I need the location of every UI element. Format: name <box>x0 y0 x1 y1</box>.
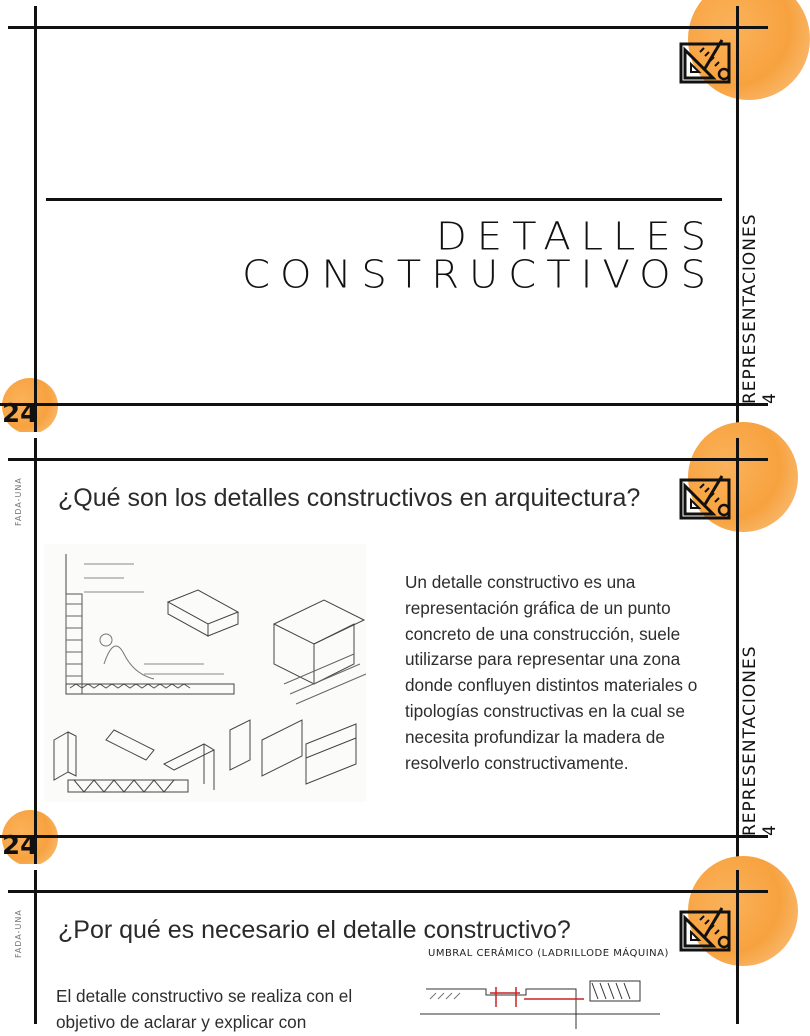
frame-top-line <box>8 458 768 461</box>
frame-right-line <box>736 6 739 432</box>
slide-title-line2: CONSTRUCTIVOS <box>242 253 716 297</box>
side-label: FADA-UNA <box>14 477 23 526</box>
side-brand: REPRESENTACIONES 4 <box>740 213 780 404</box>
drafting-tools-icon <box>678 34 734 90</box>
corner-number: 24 <box>2 399 39 429</box>
frame-left-line <box>34 438 37 864</box>
slide-title-line1: DETALLES <box>436 215 716 259</box>
frame-left-line <box>34 870 37 1024</box>
slide-what-are <box>0 432 780 864</box>
construction-sketch-image <box>44 544 366 802</box>
drafting-tools-icon <box>678 470 734 526</box>
slide-heading: ¿Por qué es necesario el detalle constructivo? <box>58 916 571 944</box>
slide-why-necessary <box>0 864 768 1032</box>
frame-bottom-line <box>0 835 768 838</box>
slide-paragraph: El detalle constructivo se realiza con el objetivo de aclarar y explicar con <box>56 986 353 1032</box>
slide-title <box>0 0 780 432</box>
title-rule <box>46 198 722 201</box>
frame-bottom-line <box>0 403 768 406</box>
drafting-tools-icon <box>678 902 734 958</box>
frame-right-line <box>736 438 739 864</box>
corner-number: 24 <box>2 831 39 861</box>
figure-title: UMBRAL CERÁMICO (LADRILLODE MÁQUINA) <box>428 948 669 959</box>
frame-left-line <box>34 6 37 432</box>
frame-top-line <box>8 26 768 29</box>
frame-top-line <box>8 890 768 893</box>
frame-right-line <box>736 870 739 1024</box>
slide-heading: ¿Qué son los detalles constructivos en arquitectura? <box>58 484 641 512</box>
side-label: FADA-UNA <box>14 909 23 958</box>
slide-paragraph: Un detalle constructivo es una representación gráfica de un punto concreto de una construcción, suele utilizarse para representar una zona donde confluyen distintos materiales o tipologías constructivas en la cual se necesita profundizar la madera de resolverlo constructivamente. <box>405 572 698 773</box>
threshold-detail-image <box>420 948 670 1024</box>
side-brand: REPRESENTACIONES 4 <box>740 645 780 836</box>
